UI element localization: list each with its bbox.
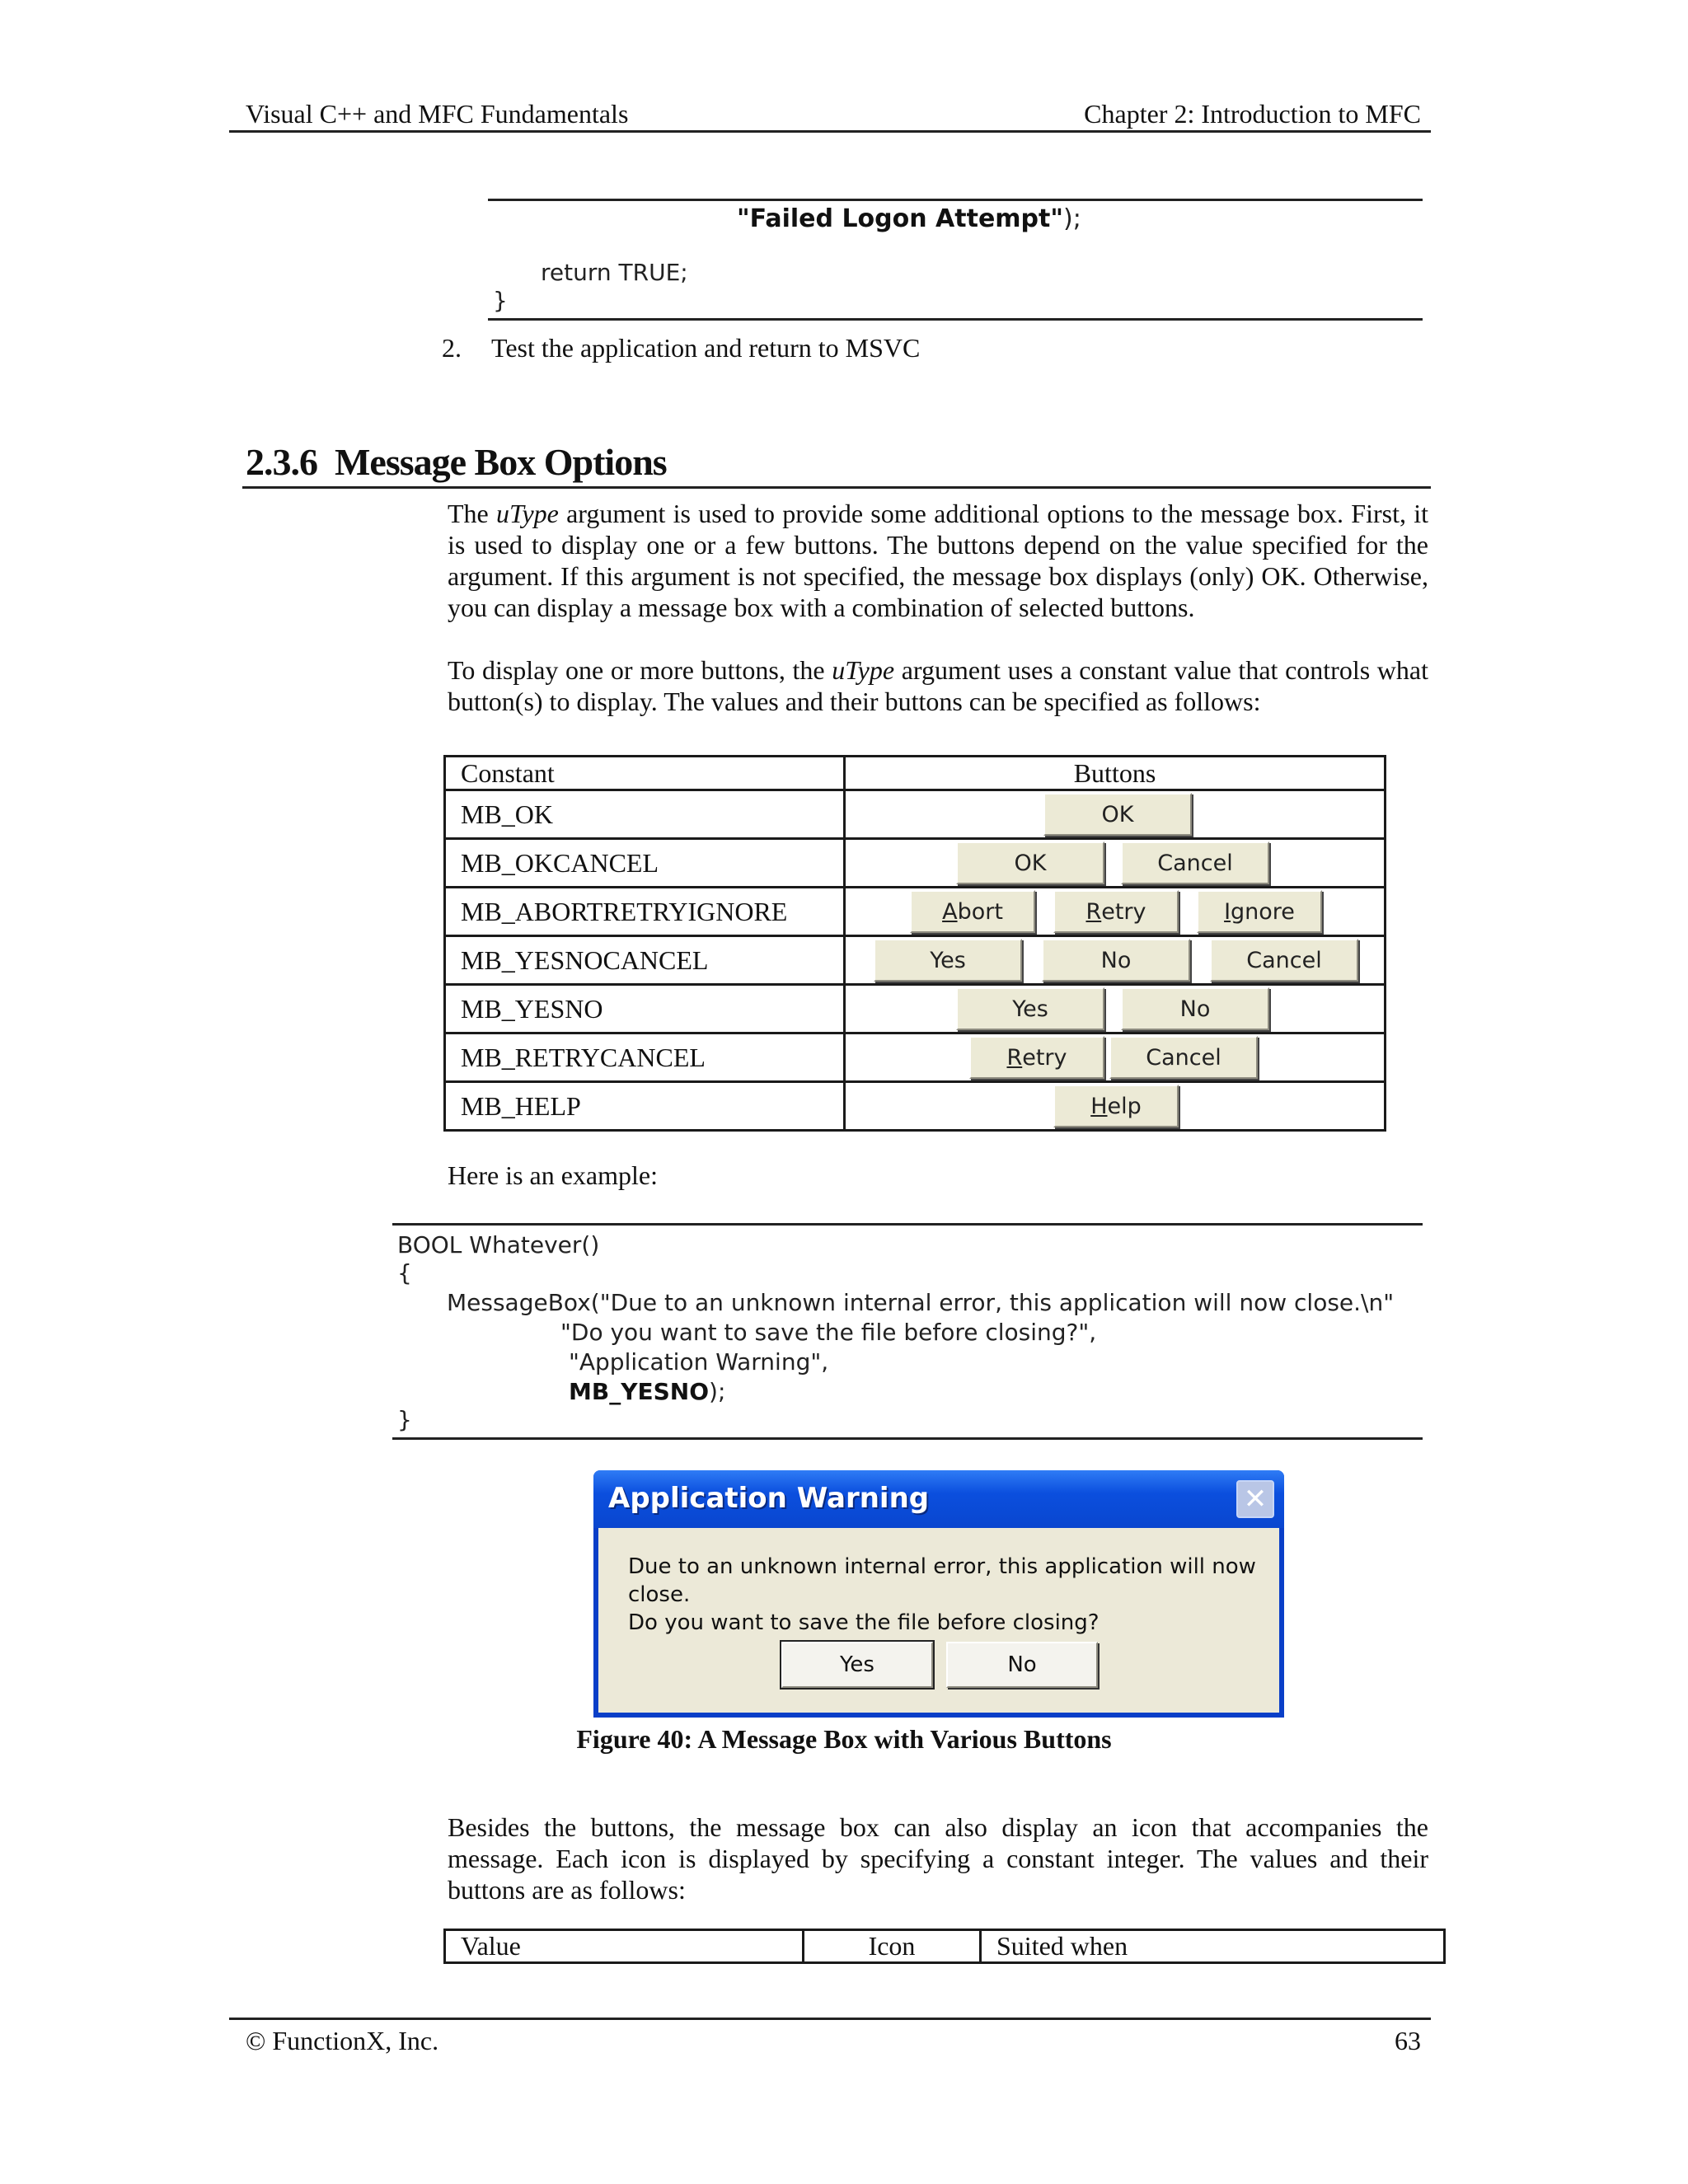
figure-caption: Figure 40: A Message Box with Various Buttons	[576, 1724, 1112, 1754]
close-x-icon[interactable]: ✕	[1236, 1480, 1274, 1518]
code-line: {	[397, 1259, 412, 1286]
ignore-button-sample: I gnore	[1197, 890, 1322, 933]
dialog-message	[628, 1553, 1279, 1637]
table-row	[445, 1082, 1386, 1131]
footer-copyright: © FunctionX, Inc.	[246, 2026, 439, 2055]
constant-cell: MB_YESNO	[445, 985, 845, 1033]
retry-button-sample: R etry	[969, 1036, 1104, 1079]
abort-button-sample: A bort	[910, 890, 1035, 933]
yes-button[interactable]: Yes	[781, 1642, 933, 1688]
ok-button-sample: OK	[1043, 793, 1192, 836]
example-intro: Here is an example:	[448, 1160, 658, 1190]
cancel-button-sample: Cancel	[1109, 1036, 1258, 1079]
running-header-left: Visual C++ and MFC Fundamentals	[246, 99, 629, 129]
code-line: return TRUE;	[541, 259, 688, 286]
buttons-cell	[845, 936, 1386, 985]
code-line: MB_YESNO);	[569, 1378, 726, 1405]
table-row	[445, 839, 1386, 888]
constant-cell: MB_ABORTRETRYIGNORE	[445, 888, 845, 936]
dialog-title: Application Warning	[608, 1482, 930, 1515]
no-button-sample: No	[1121, 987, 1269, 1030]
code-line: }	[493, 287, 508, 314]
constant-cell: MB_OK	[445, 790, 845, 839]
buttons-cell	[845, 839, 1386, 888]
paragraph-utype-intro: The uType argument is used to provide some additional options to the message box. First, it is used to display one or a few buttons. The buttons depend on the value specified for the argument. If this argument is not specified, the message box displays (only) OK. Otherwise, you can display a message box with a combination of selected buttons.	[448, 499, 1429, 622]
table-header-suited-when: Suited when	[981, 1930, 1445, 1963]
cancel-button-sample: Cancel	[1121, 841, 1269, 884]
dialog-message-line: Due to an unknown internal error, this application will now close.	[628, 1554, 1256, 1607]
code-rule-bottom	[392, 1437, 1423, 1440]
header-rule	[229, 130, 1431, 133]
code-line: "Do you want to save the file before closing?",	[560, 1319, 1097, 1346]
icon-values-table	[443, 1929, 1446, 1964]
buttons-cell	[845, 888, 1386, 936]
code-line: }	[397, 1406, 412, 1433]
table-row	[445, 936, 1386, 985]
heading-rule	[242, 486, 1431, 489]
code-rule-bottom	[488, 318, 1423, 321]
message-box-dialog	[593, 1470, 1284, 1718]
table-row	[445, 985, 1386, 1033]
paragraph-icons-intro: Besides the buttons, the message box can also display an icon that accompanies the message. Each icon is displayed by specifying a constant integer. The values and their buttons are as follows:	[448, 1812, 1428, 1905]
no-button[interactable]: No	[946, 1642, 1098, 1688]
code-line: "Failed Logon Attempt");	[737, 204, 1081, 233]
buttons-cell	[845, 1033, 1386, 1082]
cancel-button-sample: Cancel	[1210, 939, 1358, 982]
step-number: 2.	[442, 333, 462, 363]
table-header-constant: Constant	[445, 757, 845, 790]
dialog-body	[598, 1528, 1279, 1713]
no-button-sample: No	[1042, 939, 1190, 982]
paragraph-buttons-intro: To display one or more buttons, the uType argument uses a constant value that controls what button(s) to display. The values and their buttons can be specified as follows:	[448, 655, 1429, 716]
constant-cell: MB_YESNOCANCEL	[445, 936, 845, 985]
code-line: "Application Warning",	[569, 1348, 829, 1376]
constant-cell: MB_RETRYCANCEL	[445, 1033, 845, 1082]
code-rule-top	[392, 1223, 1423, 1226]
button-constants-table	[443, 755, 1386, 1132]
buttons-cell	[845, 985, 1386, 1033]
table-header-buttons: Buttons	[845, 757, 1386, 790]
code-line: BOOL Whatever()	[397, 1231, 600, 1258]
help-button-sample: H elp	[1053, 1085, 1179, 1127]
dialog-message-line: Do you want to save the file before closing?	[628, 1610, 1100, 1635]
yes-button-sample: Yes	[874, 939, 1022, 982]
ok-button-sample: OK	[956, 841, 1104, 884]
section-heading: 2.3.6 Message Box Options	[246, 441, 667, 483]
table-row	[445, 790, 1386, 839]
buttons-cell	[845, 1082, 1386, 1131]
step-text: Test the application and return to MSVC	[491, 333, 921, 363]
dialog-title-bar	[593, 1470, 1284, 1528]
table-row	[445, 1033, 1386, 1082]
constant-cell: MB_HELP	[445, 1082, 845, 1131]
yes-button-sample: Yes	[956, 987, 1104, 1030]
running-header-right: Chapter 2: Introduction to MFC	[1084, 99, 1421, 129]
code-line: MessageBox("Due to an unknown internal error, this application will now close.\n"	[447, 1289, 1395, 1316]
footer-rule	[229, 2018, 1431, 2020]
page-number: 63	[1395, 2026, 1421, 2055]
code-rule-top	[488, 199, 1423, 201]
retry-button-sample: R etry	[1053, 890, 1179, 933]
table-row	[445, 888, 1386, 936]
table-header-value: Value	[445, 1930, 804, 1963]
table-header-icon: Icon	[804, 1930, 981, 1963]
constant-cell: MB_OKCANCEL	[445, 839, 845, 888]
buttons-cell	[845, 790, 1386, 839]
